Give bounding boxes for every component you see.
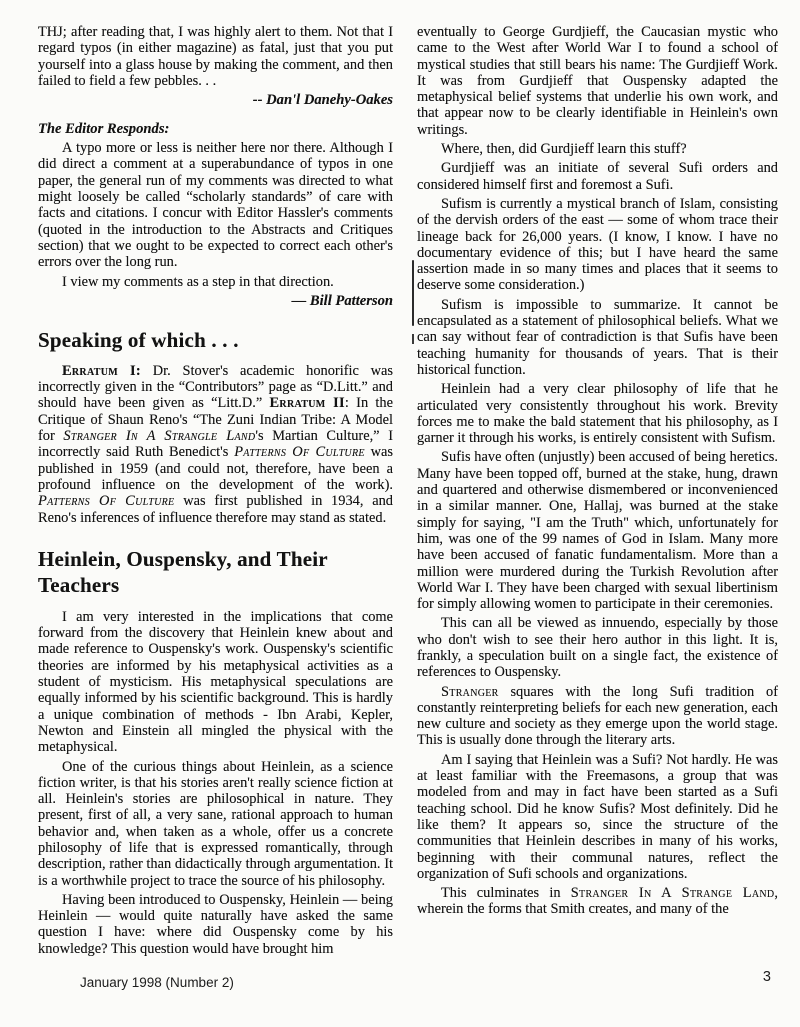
text-run: was first published in 1934, and Reno's inferences of influence therefore may stand as stated. xyxy=(38,493,393,526)
right-column xyxy=(417,24,778,962)
article-paragraph: Gurdjieff was an initiate of several Sufi orders and considered himself first and foremost a Sufi. xyxy=(417,160,778,193)
book-title-patterns-of-culture: Patterns Of Culture xyxy=(38,493,175,510)
editor-responds-label: The Editor Responds: xyxy=(38,121,170,138)
scan-artifact-vertical-line xyxy=(412,260,414,326)
text-run: 's Martian Culture,” I incorrectly said Ruth Benedict's xyxy=(38,428,393,461)
text-run: : In the Critique of Shaun Reno's “The Zuni Indian Tribe: A Model for xyxy=(38,395,394,445)
text-run: was published in 1959 (and could not, therefore, have been a profound influence on the development of the work). xyxy=(38,444,393,493)
editor-response-closing: I view my comments as a step in that direction. xyxy=(62,273,334,290)
page-number: 3 xyxy=(762,969,771,985)
section-heading-speaking-of-which: Speaking of which . . . xyxy=(38,327,239,352)
editor-response-paragraph: A typo more or less is neither here nor there. Although I did direct a comment at a superabundance of typos in one paper, the general run of my comments was directed to what might loosely be called “scholarly standards” of care with facts and citations. I concur with Editor Hassler's comments (quoted in the introduction to the Abstracts and Critiques section) that we ought to be expected to correct each other's errors over the long run. xyxy=(38,140,393,271)
signature-danl-danehy-oakes: -- Dan'l Danehy-Oakes xyxy=(252,92,393,109)
erratum-ii-label: Erratum II xyxy=(269,395,345,412)
article-paragraph xyxy=(417,885,778,918)
article-paragraph xyxy=(417,684,778,749)
article-paragraph: Where, then, did Gurdjieff learn this stuff? xyxy=(441,141,687,158)
article-paragraph: Sufis have often (unjustly) been accused of being heretics. Many have been topped off, burned at the stake, hung, drawn and quartered and otherwise dismembered or inconvenienced in a similar manner. One, Hallaj, was burned at the stake simply for saying, "I am the Truth" which, unfortunately for him, was one of the 99 names of God in Islam. Many more have been accused of fanatic fundamentalism. More than a million were murdered during the Turkish Revolution after World War I. They have been charged with sexual libertinism for simply allowing women to participate in their ceremonies. xyxy=(417,449,778,613)
text-run: Dr. Stover's academic honorific was incorrectly given in the “Contributors” page as “D.Litt.” and should have been given as “Litt.D.” xyxy=(38,362,394,412)
text-run: , wherein the forms that Smith creates, and many of the xyxy=(417,885,778,918)
article-paragraph: I am very interested in the implications that come forward from the discovery that Heinlein knew about and made reference to Ouspensky's work. Ouspensky's scientific theories are informed by his metaphysical activities as a student of mysticism. His metaphysical speculations are equally informed by his scientific background. This is hardly a unique combination of methods - Ibn Arabi, Kepler, Newton and Einstein all mingled the physical with the metaphysical. xyxy=(38,608,393,756)
book-title-patterns-of-culture: Patterns Of Culture xyxy=(234,444,365,461)
article-paragraph-continuation: eventually to George Gurdjieff, the Caucasian mystic who came to the West after World War I to found a school of mystical studies that still bears his name: The Gurdjieff Work. It was from Gurdjieff that Ouspensky adapted the metaphysical belief systems that underlie his own work, and that appear now to be clearly identifiable in Heinlein's own writings. xyxy=(417,24,778,138)
article-paragraph: This can all be viewed as innuendo, especially by those who don't wish to see their hero author in this light. It is, frankly, a speculation built on a single fact, the existence of references to Ouspensky. xyxy=(417,615,778,681)
article-paragraph: Sufism is impossible to summarize. It cannot be encapsulated as a statement of philosophical beliefs. What we can say without fear of contradiction is that Sufis have been teaching humanity for thousands of years. That is their historical function. xyxy=(417,296,778,378)
erratum-paragraph xyxy=(38,363,393,526)
erratum-i-label: Erratum I: xyxy=(62,362,142,379)
signature-bill-patterson: — Bill Patterson xyxy=(291,292,393,309)
section-heading-heinlein-ouspensky: Heinlein, Ouspensky, and Their Teachers xyxy=(38,546,328,597)
article-paragraph: Am I saying that Heinlein was a Sufi? Not hardly. He was at least familiar with the Freemasons, a group that was modeled from and may in fact have been started as a Sufi teaching school. Did he know Sufis? Most definitely. Did he like them? It appears so, since the structure of the communities that Heinlein describes in many of his works, beginning with their communal natures, reflect the organization of Sufi schools and organizations. xyxy=(417,751,778,882)
book-title-stranger: Stranger In A Strangle Land xyxy=(63,428,256,445)
letter-continuation-paragraph: THJ; after reading that, I was highly alert to them. Not that I regard typos (in either magazine) as fatal, just that you put yourself into a glass house by making the comment, and then failed to field a few pebbles. . . xyxy=(38,24,393,89)
text-run: This culminates in xyxy=(441,885,571,902)
book-title-stranger-in-a-strange-land: Stranger In A Strange Land xyxy=(570,885,775,902)
article-paragraph: Heinlein had a very clear philosophy of life that he articulated very consistently throughout his work. Brevity forces me to make the bald statement that his philosophy, as I garner it through his works, is entirely consistent with Sufism. xyxy=(417,381,778,447)
text-run: squares with the long Sufi tradition of constantly reinterpreting beliefs for each new generation, each new culture and society as they emerge upon the world stage. This is usually done through the literary arts. xyxy=(417,683,778,749)
footer-issue-date: January 1998 (Number 2) xyxy=(80,975,234,990)
article-paragraph: Sufism is currently a mystical branch of Islam, consisting of the dervish orders of the east — some of whom trace their lineage back for 26,000 years. (I know, I know. I have no documentary evidence of this; but I have heard the same assertion made in so many times and places that it seems to deserve some consideration.) xyxy=(417,195,778,294)
article-paragraph: Having been introduced to Ouspensky, Heinlein — being Heinlein — would quite naturally have asked the same question I have: where did Ouspensky come by his knowledge? This question would have brought him xyxy=(38,891,393,957)
left-column xyxy=(38,24,393,962)
book-title-stranger-short: Stranger xyxy=(441,683,499,700)
article-paragraph: One of the curious things about Heinlein, as a science fiction writer, is that his stories aren't really science fiction at all. Heinlein's stories are philosophical in nature. They present, first of all, a very sane, rational approach to human behavior and, when taken as a whole, offer us a concrete philosophy of life that is expressed romantically, through description, rather than didactically through argumentation. It is a worthwhile project to trace the source of his philosophy. xyxy=(38,758,393,889)
two-column-text-area xyxy=(38,24,778,962)
